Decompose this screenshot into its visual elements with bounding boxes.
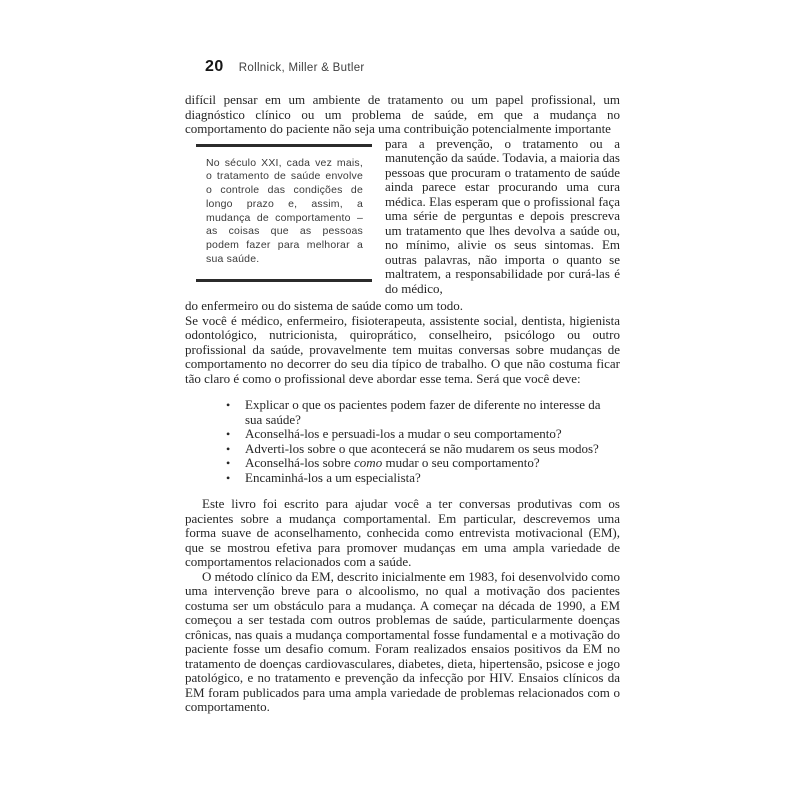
bullet-text-suffix: mudar o seu comportamento? [382, 455, 540, 470]
paragraph-metodo: O método clínico da EM, descrito inicialmente em 1983, foi desenvolvido como uma intervenção breve para o alcoolismo, no qual a motivação dos pacientes costuma ser um obstáculo para a mudança. A começar na década de 1990, a EM começou a ser testada com outros problemas de saúde, particularmente doenças crônicas, nas quais a mudança comportamental fosse fundamental e a motivação do paciente fosse um desafio comum. Foram realizados ensaios positivos da EM no tratamento de doenças cardiovasculares, diabetes, dieta, hipertensão, psicose e jogo patológico, e no tratamento e prevenção da infecção por HIV. Ensaios clínicos da EM foram publicados para uma ampla variedade de problemas relacionados com o comportamento. [185, 568, 620, 714]
list-item [226, 398, 620, 427]
paragraph-resume: do enfermeiro ou do sistema de saúde como um todo. [185, 298, 463, 313]
paragraph-este-livro: Este livro foi escrito para ajudar você a ter conversas produtivas com os pacientes sobre a mudança comportamental. Em particular, descrevemos uma forma suave de aconselhamento, conhecida como entrevista motivacional (EM), que se mostrou efetiva para promover mudanças em uma ampla variedade de comportamentos relacionados com a saúde. [185, 496, 620, 569]
page-number: 20 [205, 58, 224, 75]
bullet-text: Explicar o que os pacientes podem fazer de diferente no interesse da sua saúde? [245, 397, 601, 427]
body-text [185, 93, 620, 715]
bullet-text [245, 456, 620, 471]
sidebar-wrap-row [185, 137, 620, 297]
list-item [226, 471, 620, 486]
list-item [226, 456, 620, 471]
list-item [226, 442, 620, 457]
bullet-icon: • [226, 470, 231, 485]
bullet-icon: • [226, 456, 231, 470]
running-title: Rollnick, Miller & Butler [238, 62, 365, 74]
bullet-text: Adverti-los sobre o que acontecerá se não mudarem os seus modos? [245, 440, 599, 456]
running-head [205, 58, 620, 76]
page-content [185, 58, 620, 715]
sidebar-note-text: No século XXI, cada vez mais, o tratamento de saúde envolve o controle das condições de longo prazo e, assim, a mudança de comportamento – as coisas que as pessoas podem fazer para melhorar a sua saúde. [206, 156, 363, 266]
bullet-list [226, 398, 620, 485]
bullet-icon: • [226, 398, 231, 412]
bullet-text-prefix: Aconselhá-los sobre [245, 455, 355, 470]
paragraph-beside-box: para a prevenção, o tratamento ou a manutenção da saúde. Todavia, a maioria das pessoas que procuram o tratamento de saúde ainda parece estar procurando uma cura médica. Elas esperam que o profissional faça uma série de perguntas e depois prescreva um tratamento que lhes devolva a saúde ou, no mínimo, alivie os seus sintomas. Em outras palavras, não importa o quanto se maltratem, a responsabilidade por curá-las é do médico, [385, 135, 620, 296]
bullet-icon: • [226, 441, 231, 456]
bullet-text: Encaminhá-los a um especialista? [245, 469, 421, 485]
paragraph-se-voce: Se você é médico, enfermeiro, fisioterapeuta, assistente social, dentista, higienista odontológico, nutricionista, quiroprático, conselheiro, psicólogo ou outro profissional da saúde, provavelmente tem muitas conversas sobre mudanças de comportamento no decorrer do seu dia típico de trabalho. O que não costuma ficar tão claro é como o profissional deve abordar esse tema. Será que você deve: [185, 312, 620, 386]
paragraph-intro: difícil pensar em um ambiente de tratamento ou um papel profissional, um diagnóstico clínico ou um problema de saúde, em que a mudança no comportamento do paciente não seja uma contribuição potencialmente importante [185, 92, 620, 136]
list-item [226, 427, 620, 442]
bullet-icon: • [226, 427, 231, 441]
bullet-text-italic: como [354, 455, 383, 470]
sidebar-callout-box [196, 144, 372, 282]
bullet-text: Aconselhá-los e persuadi-los a mudar o seu comportamento? [245, 426, 562, 441]
